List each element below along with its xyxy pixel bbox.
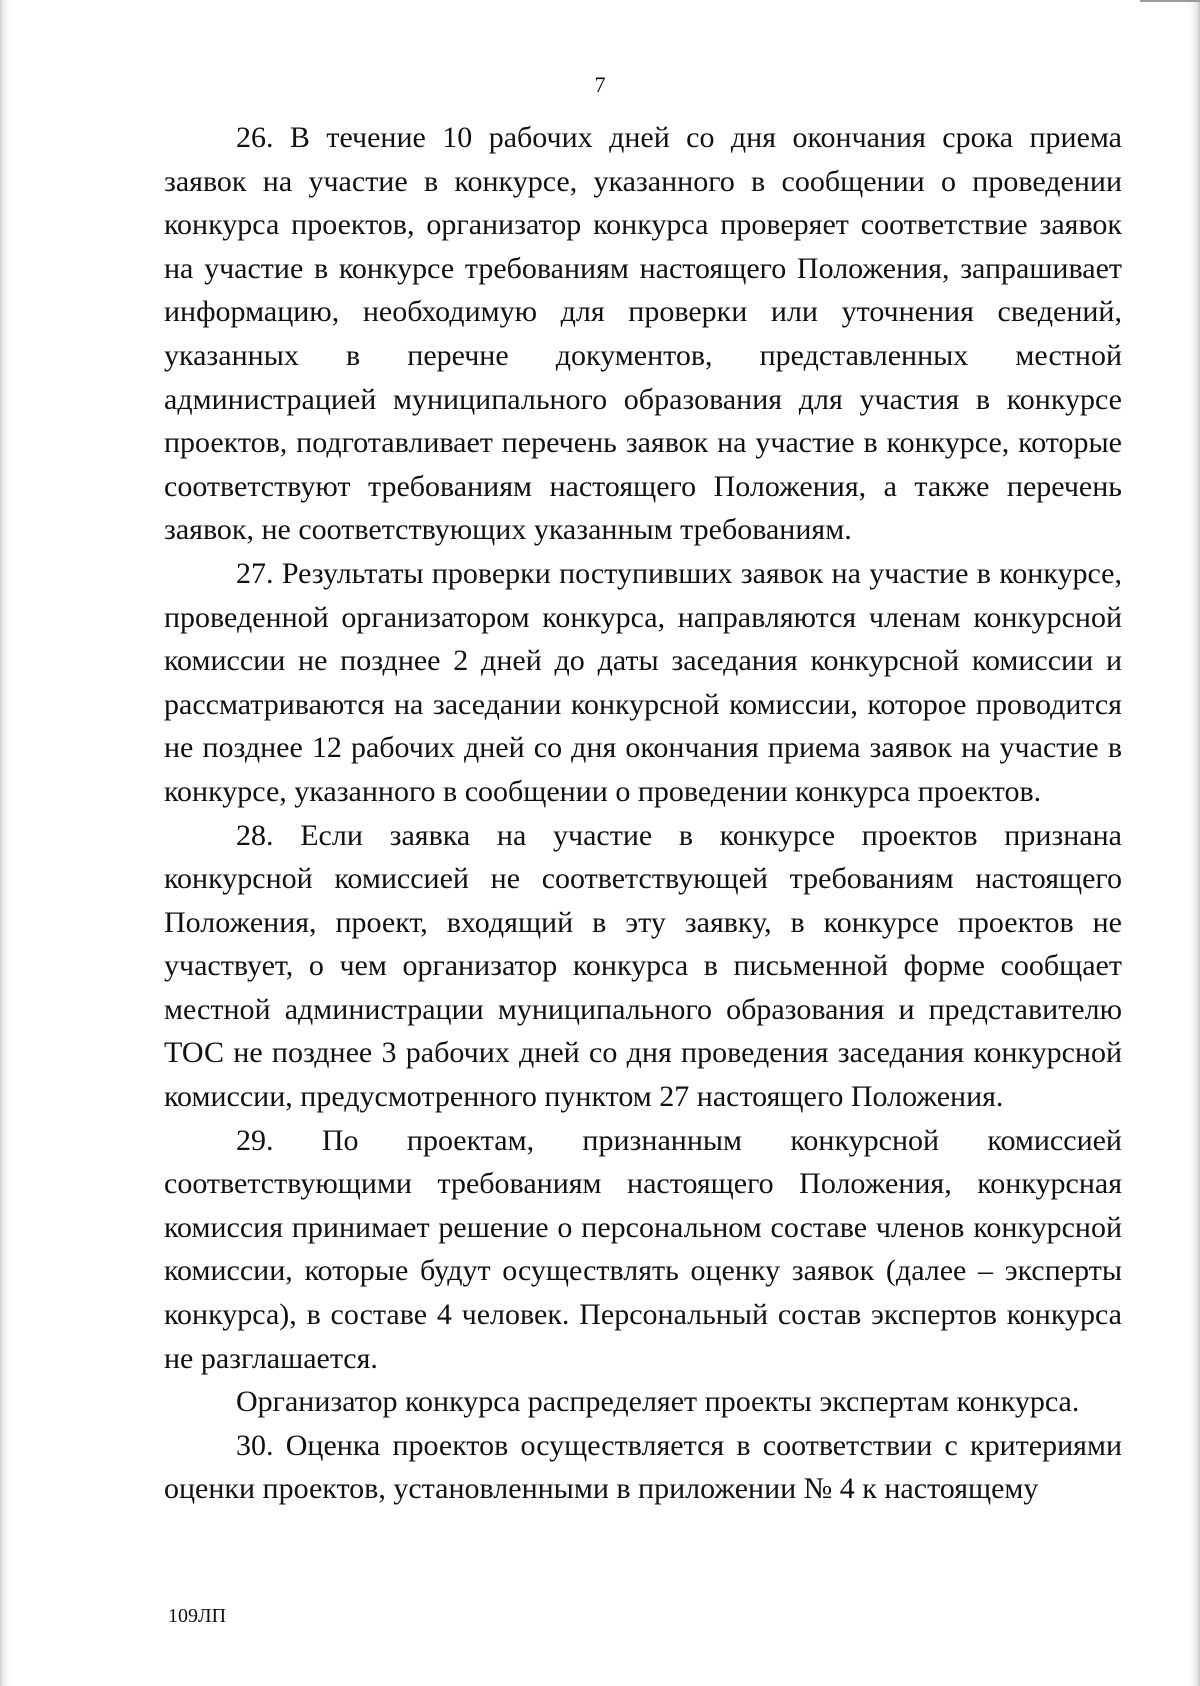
paragraph-28: 28. Если заявка на участие в конкурсе проектов признана конкурсной комиссией не соответствующей требованиям настоящего Положения, проект, входящий в эту заявку, в конкурсе проектов не участвует, о чем организатор конкурса в письменной форме сообщает местной администрации муниципального образования и представителю ТОС не позднее 3 рабочих дней со дня проведения заседания конкурсной комиссии, предусмотренного пунктом 27 настоящего Положения. — [164, 818, 1122, 1114]
paragraph-27: 27. Результаты проверки поступивших заявок на участие в конкурсе, проведенной организатором конкурса, направляются членам конкурсной комиссии не позднее 2 дней до даты заседания конкурсной комиссии и рассматриваются на заседании конкурсной комиссии, которое проводится не позднее 12 рабочих дней со дня окончания приема заявок на участие в конкурсе, указанного в сообщении о проведении конкурса проектов. — [164, 556, 1122, 808]
footer-document-code: 109ЛП — [168, 1605, 227, 1627]
scan-edge-top — [1140, 0, 1200, 2]
paragraph-26: 26. В течение 10 рабочих дней со дня окончания срока приема заявок на участие в конкурсе, указанного в сообщении о проведении конкурса проектов, организатор конкурса проверяет соответствие заявок на участие в конкурсе требованиям настоящего Положения, запрашивает информацию, необходимую для проверки или уточнения сведений, указанных в перечне документов, представленных местной администрацией муниципального образования для участия в конкурсе проектов, подготавливает перечень заявок на участие в конкурсе, которые соответствуют требованиям настоящего Положения, а также перечень заявок, не соответствующих указанным требованиям. — [164, 121, 1122, 547]
scan-edge-right — [1188, 0, 1200, 1686]
paragraph-29-continuation: Организатор конкурса распределяет проекты экспертам конкурса. — [236, 1385, 1080, 1419]
scan-edge-left — [0, 0, 14, 1686]
page-number: 7 — [594, 72, 606, 97]
document-body — [164, 116, 1122, 1511]
paragraph-30: 30. Оценка проектов осуществляется в соответствии с критериями оценки проектов, установленными в приложении № 4 к настоящему — [164, 1428, 1122, 1506]
paragraph-29: 29. По проектам, признанным конкурсной комиссией соответствующими требованиям настоящего Положения, конкурсная комиссия принимает решение о персональном составе членов конкурсной комиссии, которые будут осуществлять оценку заявок (далее – эксперты конкурса), в составе 4 человек. Персональный состав экспертов конкурса не разглашается. — [164, 1123, 1122, 1375]
